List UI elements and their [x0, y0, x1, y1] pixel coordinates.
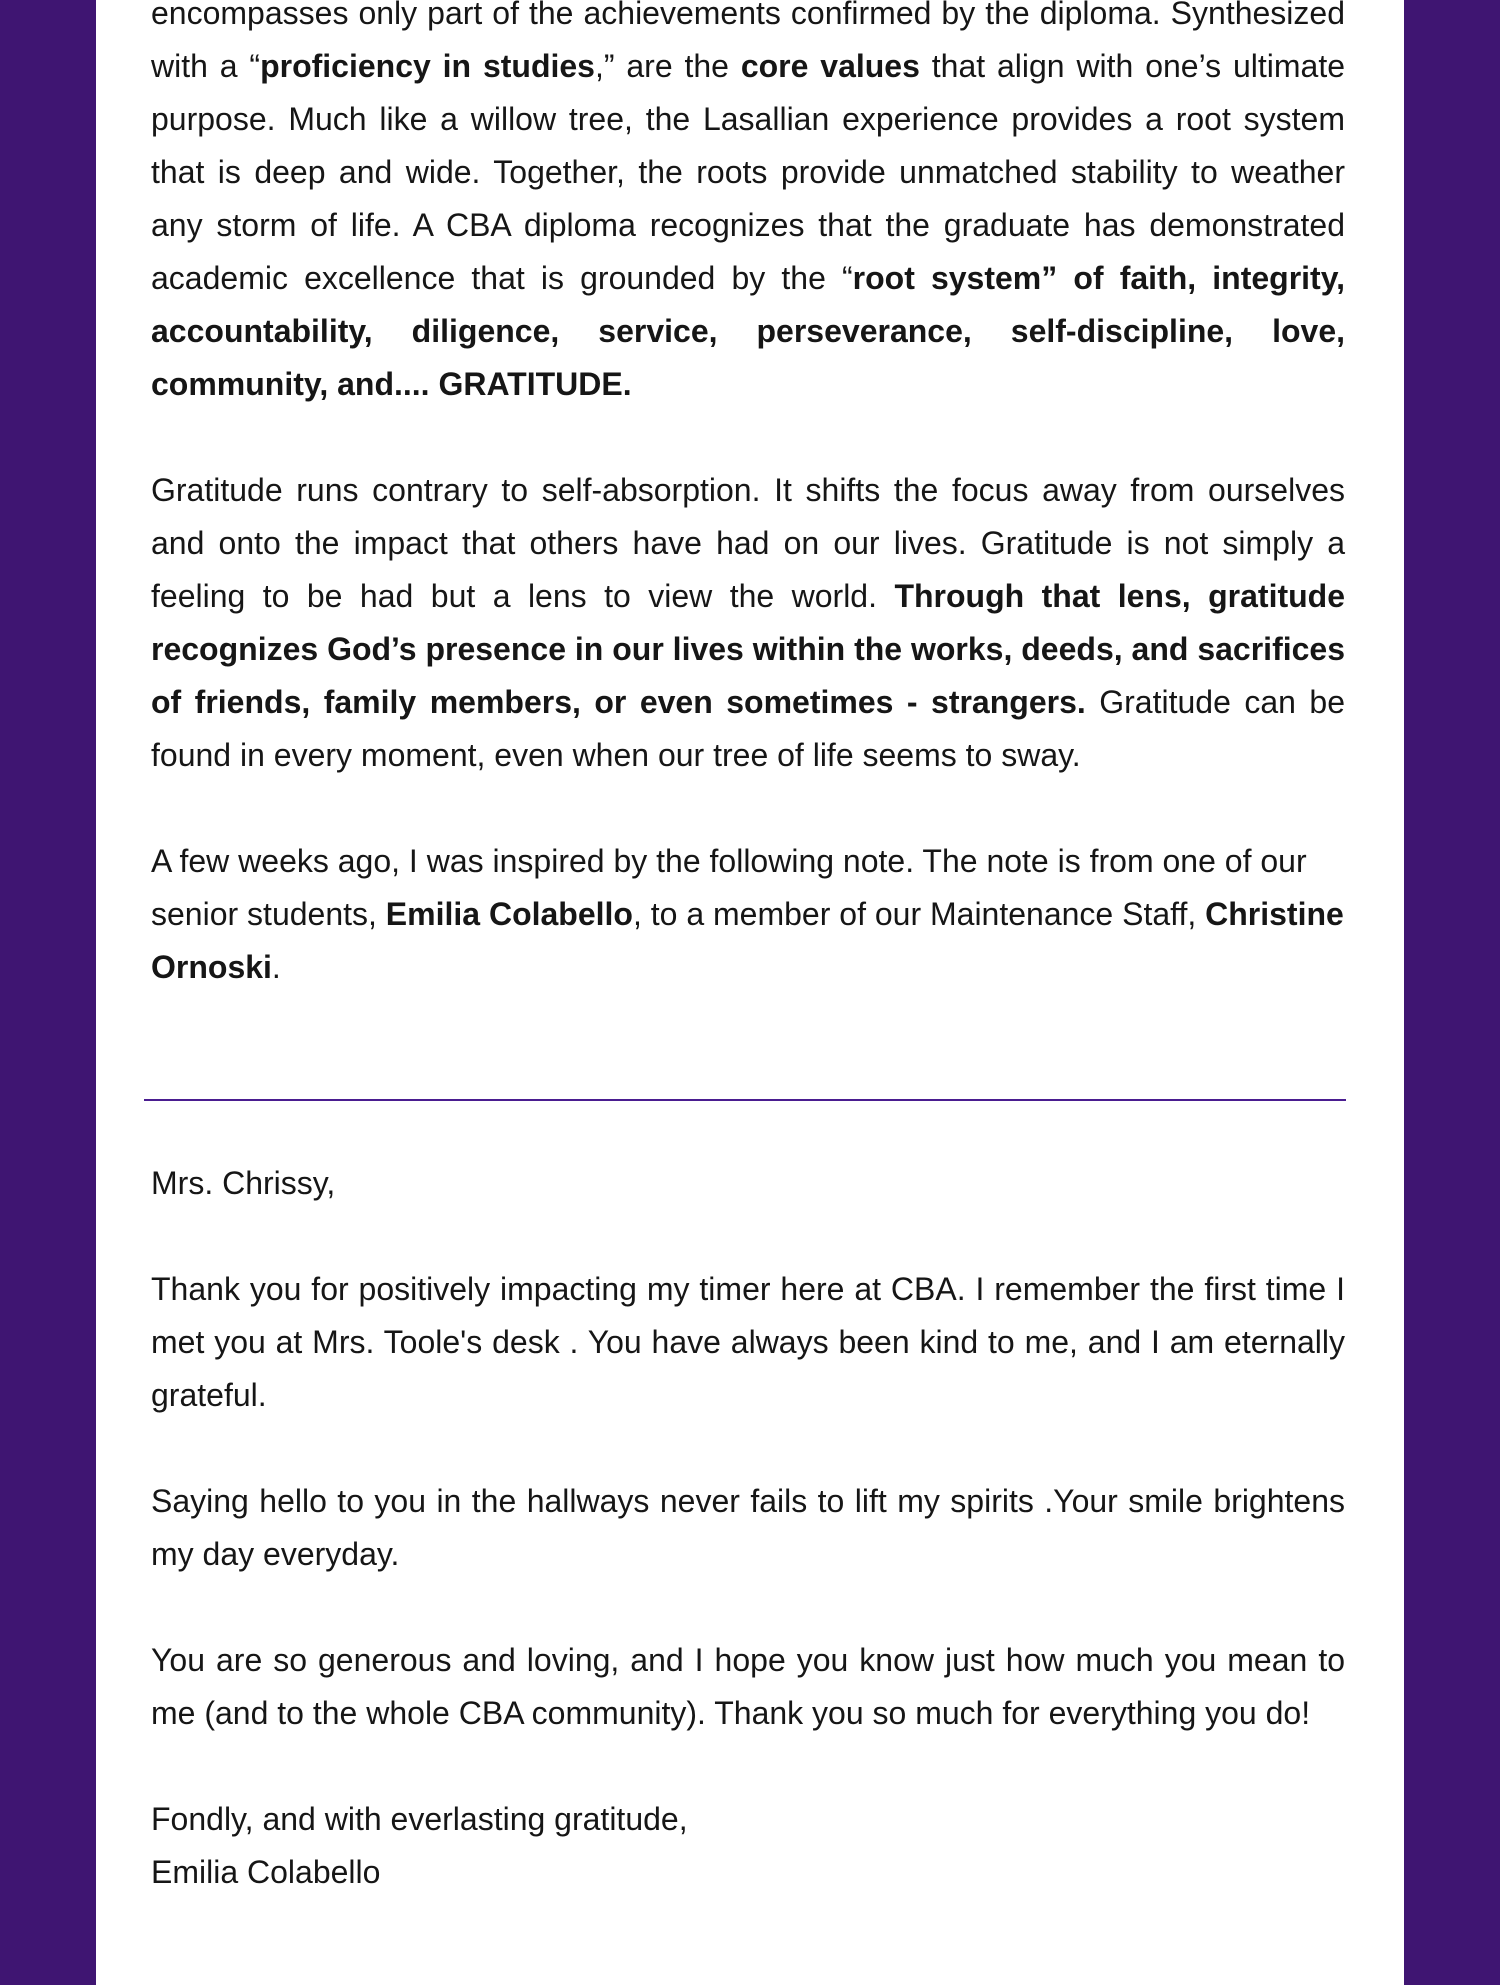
letter-note [151, 1157, 1345, 1899]
letter-salutation: Mrs. Chrissy, [151, 1165, 336, 1201]
text-span: Gratitude can be found in every moment, even when our tree of life seems to sway. [151, 684, 1346, 773]
text-span: A few weeks ago, I was inspired by the following note. The note is from one of our senior students, [151, 843, 1307, 932]
letter-paragraph-1: Thank you for positively impacting my timer here at CBA. I remember the first time I met you at Mrs. Toole's desk . You have always been kind to me, and I am eternally grateful. [151, 1271, 1345, 1413]
bold-core-values: core values [740, 48, 920, 84]
text-span: . [271, 949, 281, 985]
letter-closing: Fondly, and with everlasting gratitude, [151, 1801, 688, 1837]
paragraph-note-intro [151, 835, 1345, 994]
letter-paragraph-2: Saying hello to you in the hallways never fails to lift my spirits .Your smile brightens my day everyday. [151, 1483, 1345, 1572]
text-span: , to a member of our Maintenance Staff, [632, 896, 1206, 932]
paragraph-core-values [151, 0, 1345, 411]
staff-name: Christine Ornoski [151, 896, 1344, 985]
text-span: that align with one’s ultimate purpose. Much like a willow tree, the Lasallian experience provides a root system that is deep and wide. Together, the roots provide unmatched stability to weather any storm of life. A CBA diploma recognizes that the graduate has demonstrated academic excellence that is grounded by the “ [151, 48, 1346, 296]
bold-proficiency: proficiency in studies [260, 48, 595, 84]
letter-paragraph-3: You are so generous and loving, and I hope you know just how much you mean to me (and to the whole CBA community). Thank you so much for everything you do! [151, 1642, 1345, 1731]
page [96, 0, 1404, 1985]
section-divider [144, 1099, 1346, 1101]
letter-signature: Emilia Colabello [151, 1854, 381, 1890]
text-span: Gratitude runs contrary to self-absorption. It shifts the focus away from ourselves and onto the impact that others have had on our lives. Gratitude is not simply a feeling to be had but a lens to view the world. [151, 472, 1345, 614]
paragraph-gratitude [151, 464, 1345, 782]
text-span: ,” are the [594, 48, 741, 84]
bold-through-that-lens: Through that lens, gratitude recognizes God’s presence in our lives within the works, deeds, and sacrifices of friends, family members, or even sometimes - strangers. [151, 578, 1346, 720]
student-name: Emilia Colabello [385, 896, 633, 932]
text-span: encompasses only part of the achievements confirmed by the diploma. Synthesized with a “ [151, 0, 1345, 84]
article-body [151, 0, 1345, 994]
bold-root-system: root system” of faith, integrity, accountability, diligence, service, perseverance, self-discipline, love, community, and.... GRATITUDE. [151, 260, 1346, 402]
